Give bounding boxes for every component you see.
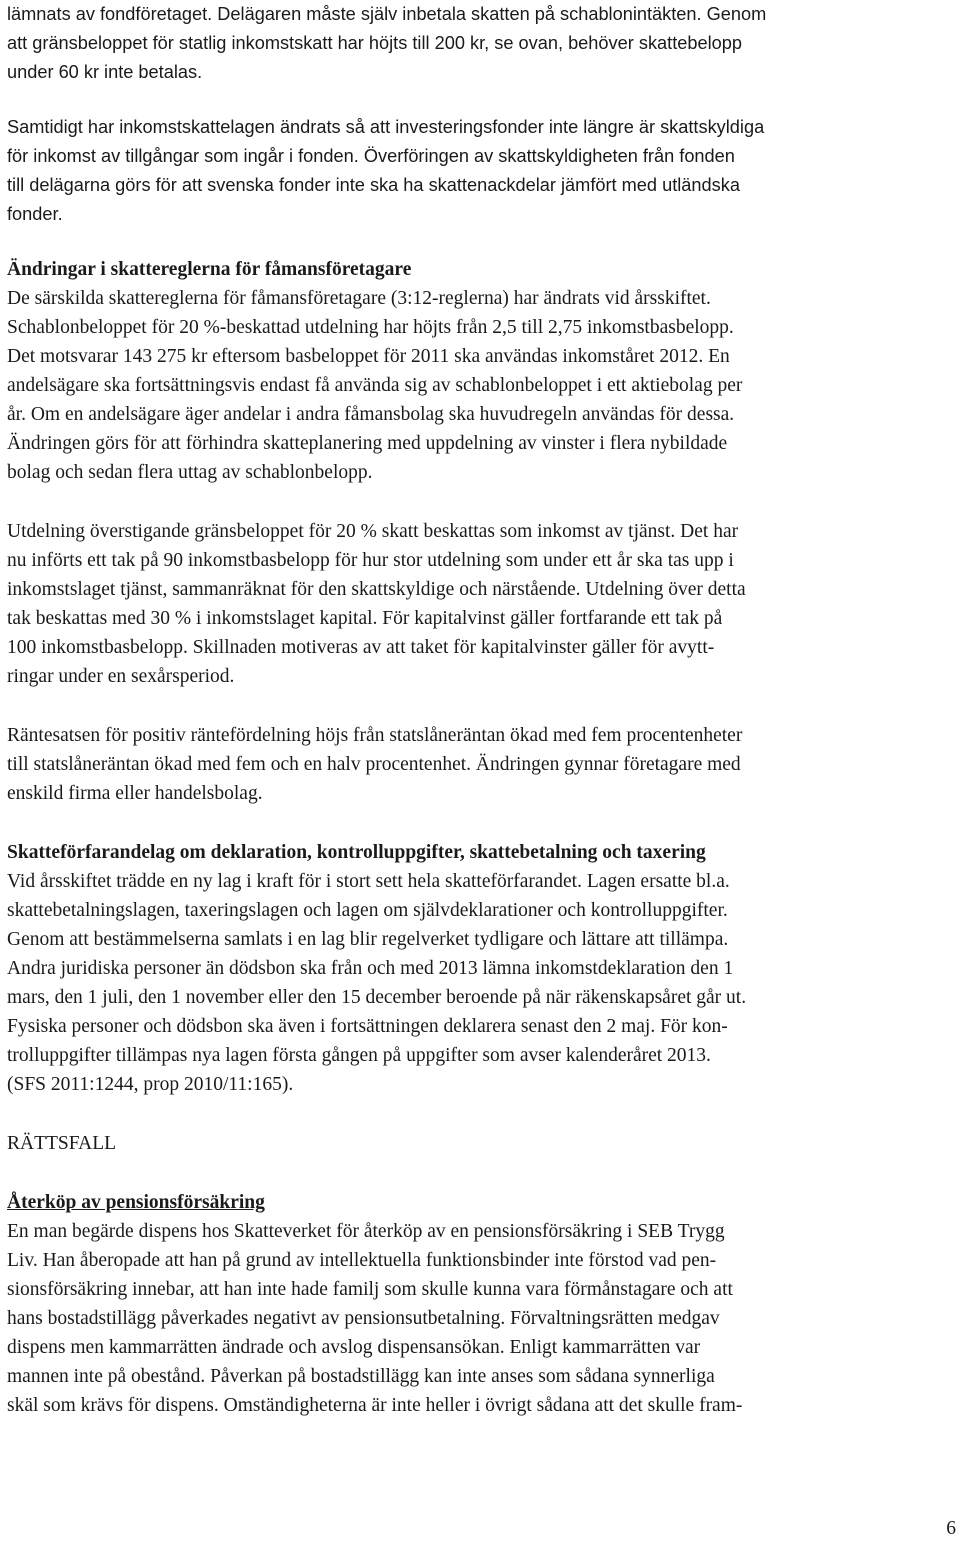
text-line: att gränsbeloppet för statlig inkomstskatt har höjts till 200 kr, se ovan, behöver skattebelopp bbox=[7, 33, 742, 53]
text-line: Vid årsskiftet trädde en ny lag i kraft för i stort sett hela skatteförfarandet. Lagen ersatte bl.a. bbox=[7, 871, 730, 892]
paragraph-pension-buyback bbox=[7, 1217, 959, 1420]
text-line: De särskilda skattereglerna för fåmansföretagare (3:12-reglerna) har ändrats vid årsskiftet. bbox=[7, 288, 711, 309]
text-line: andelsägare ska fortsättningsvis endast få använda sig av schablonbeloppet i ett aktiebolag per bbox=[7, 375, 743, 396]
document-page bbox=[7, 0, 959, 1420]
paragraph-fund-tax bbox=[7, 0, 959, 87]
text-line: för inkomst av tillgångar som ingår i fonden. Överföringen av skattskyldigheten från fonden bbox=[7, 146, 735, 166]
text-line: Det motsvarar 143 275 kr eftersom basbeloppet för 2011 ska användas inkomståret 2012. En bbox=[7, 346, 730, 367]
text-line: Genom att bestämmelserna samlats i en lag blir regelverket tydligare och lättare att tillämpa. bbox=[7, 929, 729, 950]
paragraph-tax-procedure-act bbox=[7, 867, 959, 1099]
text-line: till statslåneräntan ökad med fem och en halv procentenhet. Ändringen gynnar företagare med bbox=[7, 754, 741, 775]
paragraph-close-company-rules bbox=[7, 284, 959, 487]
section-title-case-law: RÄTTSFALL bbox=[7, 1133, 117, 1154]
text-line: Utdelning överstigande gränsbeloppet för 20 % skatt beskattas som inkomst av tjänst. Det har bbox=[7, 521, 739, 542]
text-line: till delägarna görs för att svenska fonder inte ska ha skattenackdelar jämfört med utländska bbox=[7, 175, 740, 195]
page-number: 6 bbox=[946, 1518, 956, 1539]
heading-pension-buyback: Återköp av pensionsförsäkring bbox=[7, 1192, 265, 1213]
text-line: skattebetalningslagen, taxeringslagen och lagen om självdeklarationer och kontrolluppgifter. bbox=[7, 900, 728, 921]
text-line: skäl som krävs för dispens. Omständigheterna är inte heller i övrigt sådana att det skulle fram- bbox=[7, 1395, 743, 1416]
text-line: hans bostadstillägg påverkades negativt av pensionsutbetalning. Förvaltningsrätten medgav bbox=[7, 1308, 720, 1329]
text-line: Liv. Han åberopade att han på grund av intellektuella funktionsbinder inte förstod vad pen- bbox=[7, 1250, 717, 1271]
text-line: sionsförsäkring innebar, att han inte hade familj som skulle kunna vara förmånstagare och att bbox=[7, 1279, 733, 1300]
text-line: Andra juridiska personer än dödsbon ska från och med 2013 lämna inkomstdeklaration den 1 bbox=[7, 958, 734, 979]
text-line: dispens men kammarrätten ändrade och avslog dispensansökan. Enligt kammarrätten var bbox=[7, 1337, 701, 1358]
text-line: 100 inkomstbasbelopp. Skillnaden motiveras av att taket för kapitalvinster gäller för avytt- bbox=[7, 637, 715, 658]
text-line: tak beskattas med 30 % i inkomstslaget kapital. För kapitalvinst gäller fortfarande ett tak på bbox=[7, 608, 723, 629]
text-line: bolag och sedan flera uttag av schablonbelopp. bbox=[7, 462, 373, 483]
text-line: enskild firma eller handelsbolag. bbox=[7, 783, 263, 804]
text-line: Fysiska personer och dödsbon ska även i fortsättningen deklarera senast den 2 maj. För kon- bbox=[7, 1016, 728, 1037]
text-line: Schablonbeloppet för 20 %-beskattad utdelning har höjts från 2,5 till 2,75 inkomstbasbelopp. bbox=[7, 317, 734, 338]
text-line: Räntesatsen för positiv räntefördelning höjs från statslåneräntan ökad med fem procentenheter bbox=[7, 725, 743, 746]
text-line: nu införts ett tak på 90 inkomstbasbelopp för hur stor utdelning som under ett år ska tas upp i bbox=[7, 550, 734, 571]
heading-tax-procedure-act: Skatteförfarandelag om deklaration, kontrolluppgifter, skattebetalning och taxering bbox=[7, 842, 706, 863]
text-line: inkomstslaget tjänst, sammanräknat för den skattskyldige och närstående. Utdelning över detta bbox=[7, 579, 746, 600]
heading-close-company-rules: Ändringar i skattereglerna för fåmansföretagare bbox=[7, 259, 412, 280]
text-line: mannen inte på obestånd. Påverkan på bostadstillägg kan inte anses som sådana synnerliga bbox=[7, 1366, 715, 1387]
text-line: Ändringen görs för att förhindra skatteplanering med uppdelning av vinster i flera nybildade bbox=[7, 433, 728, 454]
text-line: trolluppgifter tillämpas nya lagen första gången på uppgifter som avser kalenderåret 2013. bbox=[7, 1045, 711, 1066]
paragraph-investment-funds bbox=[7, 113, 959, 229]
text-line: fonder. bbox=[7, 204, 63, 224]
text-line: lämnats av fondföretaget. Delägaren måste själv inbetala skatten på schablonintäkten. Genom bbox=[7, 4, 767, 24]
text-line: ringar under en sexårsperiod. bbox=[7, 666, 235, 687]
text-line: (SFS 2011:1244, prop 2010/11:165). bbox=[7, 1074, 294, 1095]
paragraph-interest-allocation bbox=[7, 721, 959, 808]
text-line: under 60 kr inte betalas. bbox=[7, 62, 203, 82]
text-line: Samtidigt har inkomstskattelagen ändrats så att investeringsfonder inte längre är skattskyldiga bbox=[7, 117, 765, 137]
text-line: mars, den 1 juli, den 1 november eller den 15 december beroende på när räkenskapsåret går ut. bbox=[7, 987, 747, 1008]
text-line: år. Om en andelsägare äger andelar i andra fåmansbolag ska huvudregeln användas för dessa. bbox=[7, 404, 735, 425]
text-line: En man begärde dispens hos Skatteverket för återköp av en pensionsförsäkring i SEB Trygg bbox=[7, 1221, 725, 1242]
paragraph-dividend-cap bbox=[7, 517, 959, 691]
